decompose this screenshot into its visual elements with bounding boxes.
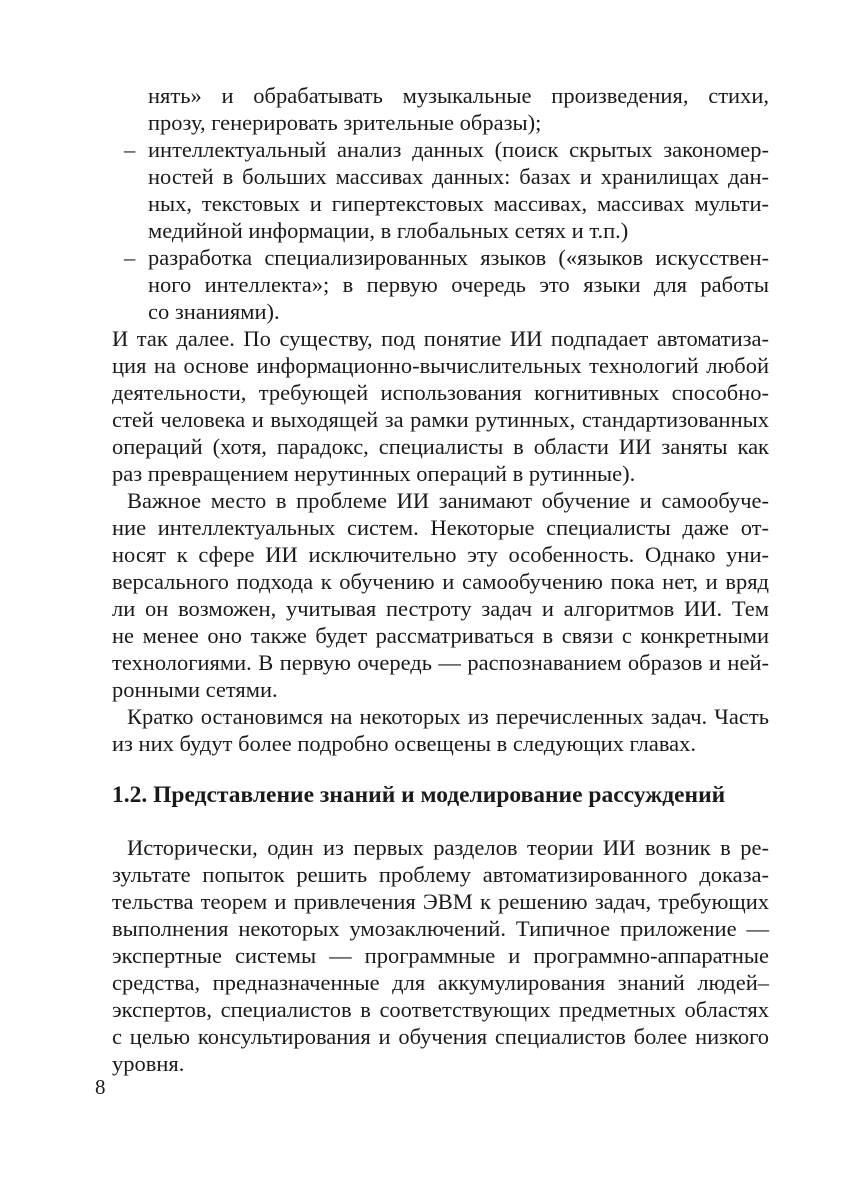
text-line: ли он возможен, учитывая пестроту задач и алгоритмов ИИ. Тем [112,596,769,621]
text-line: со знаниями). [148,299,280,324]
text-line: нять» и обрабатывать музыкальные произведения, стихи, [148,83,769,108]
text-line: деятельности, требующей использования когнитивных способно- [112,380,769,405]
text-line: ных, текстовых и гипертекстовых массивах, массивах мульти- [148,191,769,216]
text-line: экспертов, специалистов в соответствующих предметных областях [112,997,769,1022]
text-line: носят к сфере ИИ исключительно эту особенность. Однако уни- [112,542,769,567]
text-line: ронными сетями. [112,677,278,702]
text-line: зультате попыток решить проблему автоматизированного доказа- [112,862,769,887]
text-line: раз превращением нерутинных операций в рутинные). [112,461,636,486]
text-line: уровня. [112,1051,185,1076]
text-line: с целью консультирования и обучения специалистов более низкого [112,1024,769,1049]
text-line: И так далее. По существу, под понятие ИИ подпадает автоматиза- [112,326,769,351]
text-line: из них будут более подробно освещены в следующих главах. [112,731,697,756]
text-line: версального подхода к обучению и самообучению пока нет, и вряд [112,569,769,594]
text-line: не менее оно также будет рассматриваться в связи с конкретными [112,623,769,648]
text-line: операций (хотя, парадокс, специалисты в области ИИ заняты как [112,434,769,459]
page-number: 8 [95,1075,106,1099]
text-line: экспертные системы — программные и программно-аппаратные [112,943,769,968]
text-line: Исторически, один из первых разделов теории ИИ возник в ре- [127,835,769,860]
list-dash: – [124,137,136,162]
text-line: прозу, генерировать зрительные образы); [148,110,542,135]
text-line: стей человека и выходящей за рамки рутинных, стандартизованных [112,407,769,432]
list-item-text: разработка специализированных языков («языков искусствен- [148,245,769,270]
text-line: ние интеллектуальных систем. Некоторые специалисты даже от- [112,515,769,540]
text-line: средства, предназначенные для аккумулирования знаний людей– [112,970,769,995]
text-line: ного интеллекта»; в первую очередь это языки для работы [148,272,769,297]
text-line: ностей в больших массивах данных: базах и хранилищах дан- [148,164,769,189]
text-line: выполнения некоторых умозаключений. Типичное приложение — [112,916,769,941]
list-dash: – [124,245,136,270]
list-item-line [112,136,769,163]
text-line: медийной информации, в глобальных сетях и т.п.) [148,218,629,243]
list-item-text: интеллектуальный анализ данных (поиск скрытых закономер- [148,137,769,162]
text-line: ция на основе информационно-вычислительных технологий любой [112,353,769,378]
list-item-line [112,244,769,271]
text-line: технологиями. В первую очередь — распознаванием образов и ней- [112,650,769,675]
text-line: тельства теорем и привлечения ЭВМ к решению задач, требующих [112,889,769,914]
page-body [112,82,769,1077]
section-heading: 1.2. Представление знаний и моделирование рассуждений [112,782,726,808]
text-line: Важное место в проблеме ИИ занимают обучение и самообуче- [127,488,769,513]
text-line: Кратко остановимся на некоторых из перечисленных задач. Часть [127,704,769,729]
